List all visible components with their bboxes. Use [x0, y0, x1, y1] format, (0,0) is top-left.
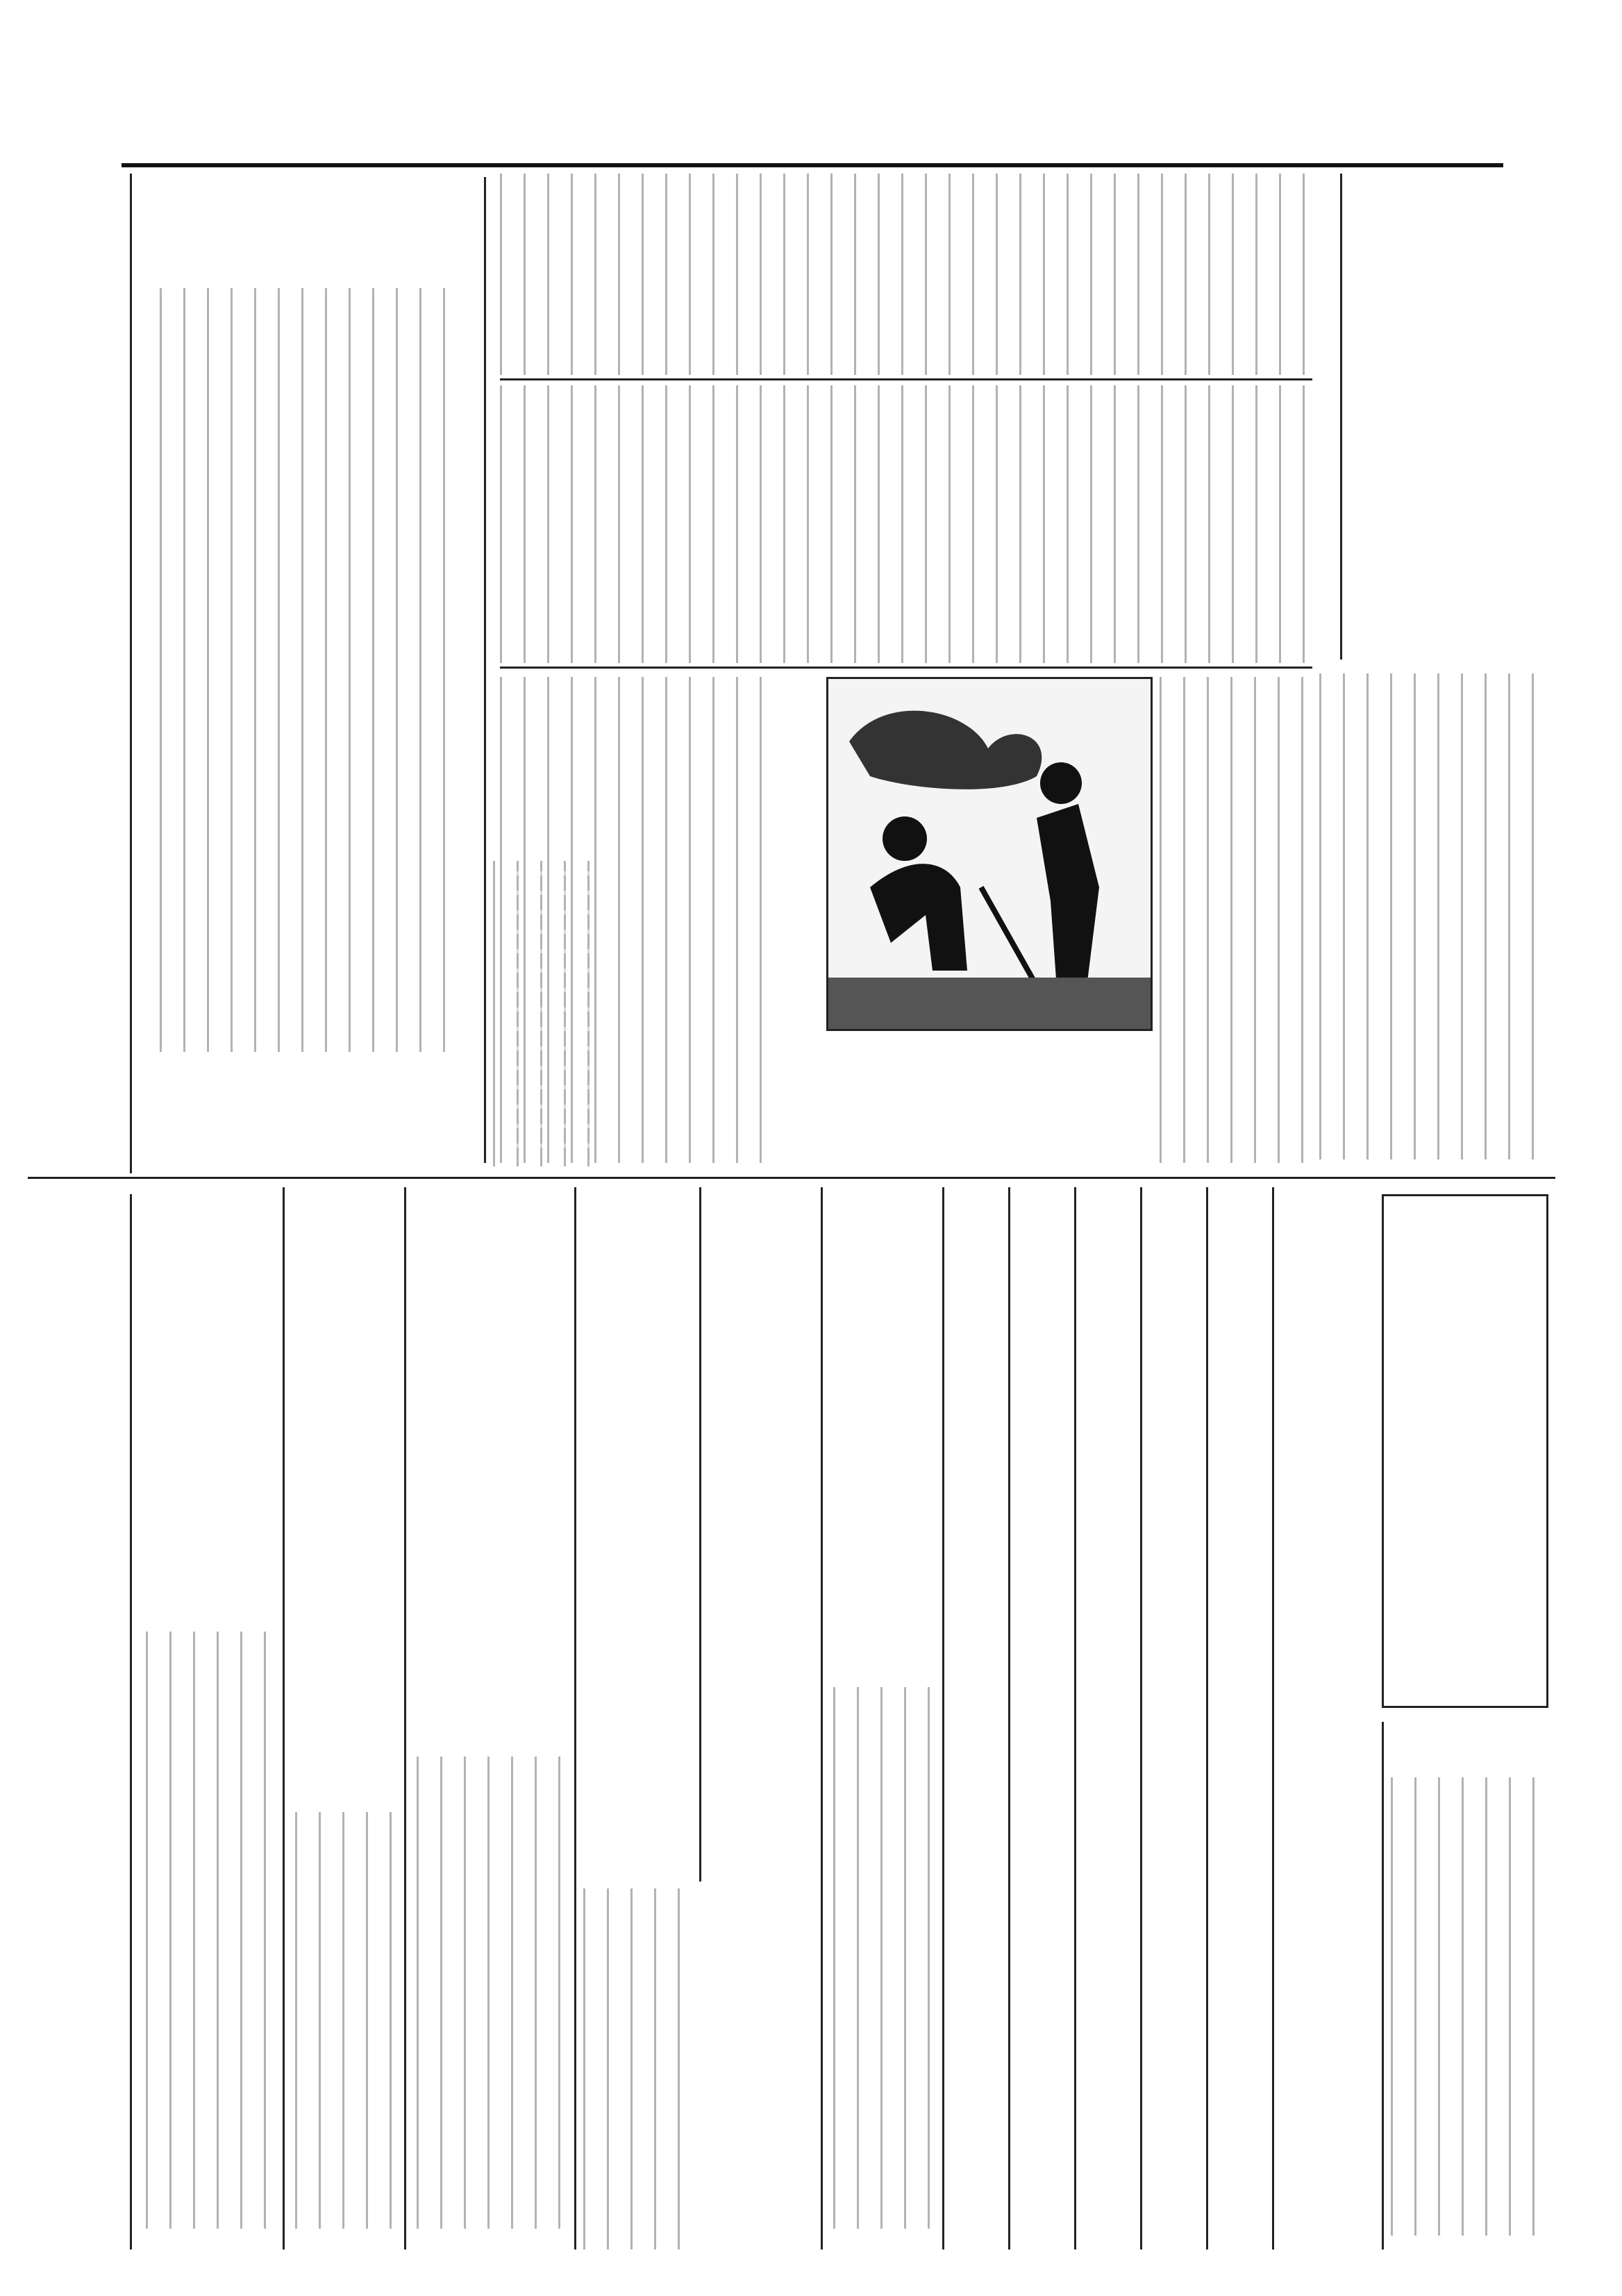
- zhonghua-ad: [826, 1187, 944, 2249]
- left-theatre-ad: [28, 174, 132, 1173]
- supplement-header: [1340, 174, 1548, 660]
- poem-body: [160, 288, 465, 1052]
- header-rule: [122, 163, 1503, 167]
- lost-notices-bottom-2: [1326, 1722, 1375, 2249]
- folk-singers-body: [1319, 673, 1548, 1159]
- ruimao-ad: [288, 1187, 406, 2249]
- exam-notice: [948, 1187, 1010, 2249]
- lost-notices-top-2: [1326, 1187, 1375, 1715]
- dahua-ad: [705, 1187, 823, 2249]
- masthead: [0, 0, 1622, 160]
- heshun-close-notice: [1080, 1187, 1142, 2249]
- central-reserve-ad: [1382, 1722, 1548, 2249]
- right-margin: [1555, 174, 1597, 2249]
- distillery-ad: [28, 1194, 132, 2249]
- poem-section: [139, 177, 486, 1163]
- column-rule: [500, 667, 1312, 669]
- ruimao-detail: [295, 1812, 399, 2229]
- lower-left-article: [500, 677, 764, 1163]
- tongfeng-ad: [139, 1187, 285, 2249]
- tongde-ad: [410, 1187, 576, 2249]
- lost-notices-top: [1278, 1187, 1326, 1715]
- farmers-woodcut-image: [828, 679, 1151, 1029]
- lower-right-article: [1160, 677, 1312, 1163]
- wedding-notice: [1014, 1187, 1076, 2249]
- xiangyu-detail: [583, 1888, 701, 2249]
- xiangyu-ad: [583, 1187, 701, 1882]
- woodcut-illustration: [826, 677, 1153, 1031]
- central-reserve-table: [1391, 1777, 1544, 2236]
- lost-notices-bottom: [1278, 1722, 1326, 2249]
- article-columns-row1: [500, 174, 1312, 375]
- transfer-notice: [1212, 1187, 1274, 2249]
- auto-parts-ad: [1382, 1194, 1548, 1708]
- column-rule: [500, 378, 1312, 380]
- article-columns-row2: [500, 385, 1312, 663]
- heshun-sale-notice: [1146, 1187, 1208, 2249]
- section-divider: [28, 1177, 1555, 1179]
- zhonghua-detail: [833, 1687, 937, 2229]
- tongfeng-detail: [146, 1632, 278, 2229]
- tongde-detail: [417, 1757, 569, 2229]
